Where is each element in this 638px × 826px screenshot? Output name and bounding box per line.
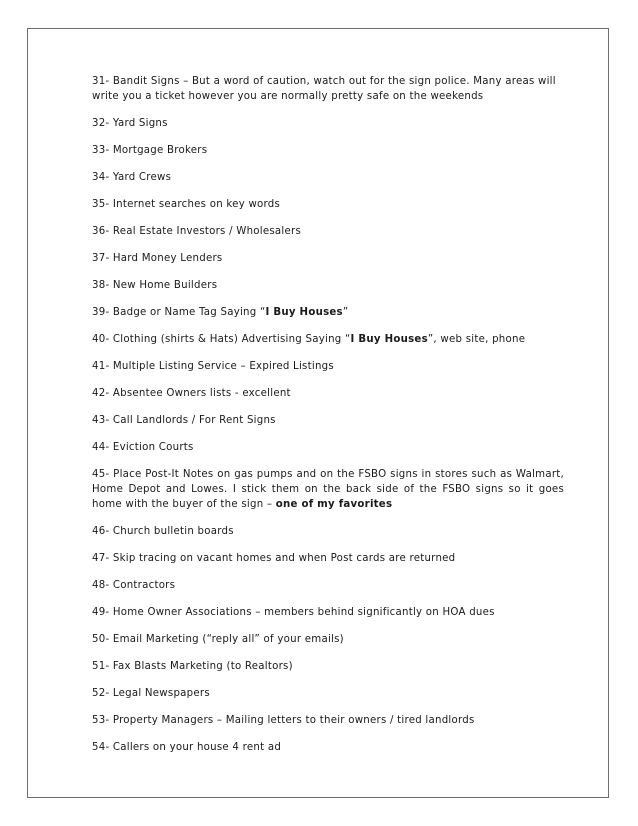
list-item: 31- Bandit Signs – But a word of caution, watch out for the sign police. Many areas will write you a ticket however you are normally pretty safe on the weekends (92, 76, 556, 102)
item-text: 45- Place Post-It Notes on gas pumps and on the FSBO signs in stores such as Walmart, Home Depot and Lowes. I stick them on the back side of the FSBO signs so it goes home with the buyer of the sign – (92, 469, 564, 510)
list-item: 47- Skip tracing on vacant homes and when Post cards are returned (92, 553, 456, 564)
list-item: 50- Email Marketing (“reply all” of your emails) (92, 634, 344, 645)
list-item: 42- Absentee Owners lists - excellent (92, 388, 291, 399)
list-item: 38- New Home Builders (92, 280, 218, 291)
list-item: 51- Fax Blasts Marketing (to Realtors) (92, 661, 293, 672)
document-body (92, 74, 564, 755)
list-item: 33- Mortgage Brokers (92, 145, 208, 156)
item-text: ”, web site, phone (427, 334, 526, 345)
item-text: 40- Clothing (shirts & Hats) Advertising Saying “ (92, 334, 351, 345)
list-item: 34- Yard Crews (92, 172, 172, 183)
list-item: 52- Legal Newspapers (92, 688, 210, 699)
list-item: 32- Yard Signs (92, 118, 168, 129)
list-item: 36- Real Estate Investors / Wholesalers (92, 226, 302, 237)
list-item: 44- Eviction Courts (92, 442, 194, 453)
list-item: 53- Property Managers – Mailing letters to their owners / tired landlords (92, 715, 475, 726)
list-item: 41- Multiple Listing Service – Expired Listings (92, 361, 334, 372)
list-item (92, 467, 564, 512)
list-item: 43- Call Landlords / For Rent Signs (92, 415, 276, 426)
item-text: 39- Badge or Name Tag Saying “ (92, 307, 266, 318)
list-item: 48- Contractors (92, 580, 176, 591)
list-item: 35- Internet searches on key words (92, 199, 281, 210)
list-item: 54- Callers on your house 4 rent ad (92, 742, 282, 753)
list-item: 37- Hard Money Lenders (92, 253, 223, 264)
list-item: 49- Home Owner Associations – members behind significantly on HOA dues (92, 607, 495, 618)
emphasis-text: I Buy Houses (350, 334, 428, 345)
list-item (92, 305, 564, 320)
emphasis-text: one of my favorites (275, 499, 393, 510)
emphasis-text: I Buy Houses (265, 307, 343, 318)
item-text: ” (342, 307, 349, 318)
list-item (92, 332, 564, 347)
list-item: 46- Church bulletin boards (92, 526, 234, 537)
